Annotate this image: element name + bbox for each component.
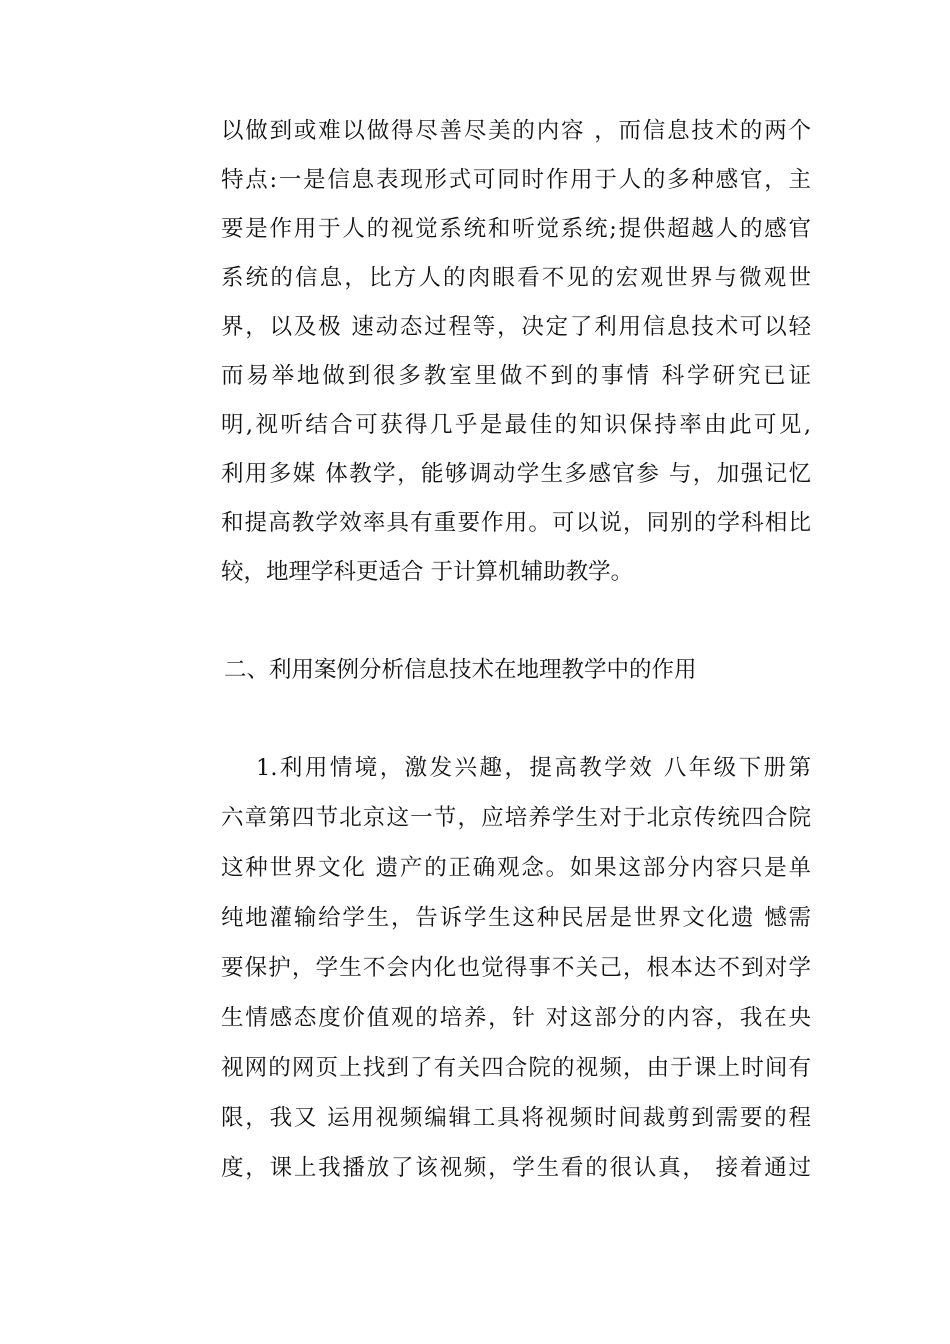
text-line: 度，课上我播放了该视频，学生看的很认真， 接着通过 — [221, 1155, 811, 1181]
text-line: 生情感态度价值观的培养，针 对这部分的内容，我在央 — [221, 1005, 811, 1031]
text-line: 要是作用于人的视觉系统和听觉系统;提供超越人的感官 — [221, 216, 811, 242]
text-line: 明,视听结合可获得几乎是最佳的知识保持率由此可见, — [221, 412, 811, 438]
text-line: 界，以及极 速动态过程等，决定了利用信息技术可以轻 — [221, 314, 811, 340]
text-line: 纯地灌输给学生，告诉学生这种民居是世界文化遗 憾需 — [221, 905, 811, 931]
text-line: 特点:一是信息表现形式可同时作用于人的多种感官，主 — [221, 167, 811, 193]
text-line: 视网的网页上找到了有关四合院的视频，由于课上时间有 — [221, 1055, 811, 1081]
text-line: 限，我又 运用视频编辑工具将视频时间裁剪到需要的程 — [221, 1105, 811, 1131]
text-line: 六章第四节北京这一节，应培养学生对于北京传统四合院 — [221, 805, 811, 831]
text-line: 以做到或难以做得尽善尽美的内容 ，而信息技术的两个 — [221, 118, 811, 144]
text-line: 和提高教学效率具有重要作用。可以说，同别的学科相比 — [221, 510, 811, 536]
text-line: 利用多媒 体教学，能够调动学生多感官参 与，加强记忆 — [221, 461, 811, 487]
text-line: 系统的信息，比方人的肉眼看不见的宏观世界与微观世 — [221, 265, 811, 291]
text-line: 要保护，学生不会内化也觉得事不关己，根本达不到对学 — [221, 955, 811, 981]
text-line: 而易举地做到很多教室里做不到的事情 科学研究已证 — [221, 363, 811, 389]
text-line: 这种世界文化 遗产的正确观念。如果这部分内容只是单 — [221, 855, 811, 881]
section-heading: 二、利用案例分析信息技术在地理教学中的作用 — [224, 657, 697, 683]
text-line: 1.利用情境，激发兴趣，提高教学效 八年级下册第 — [256, 755, 811, 781]
text-line: 较，地理学科更适合 于计算机辅助教学。 — [221, 559, 634, 585]
